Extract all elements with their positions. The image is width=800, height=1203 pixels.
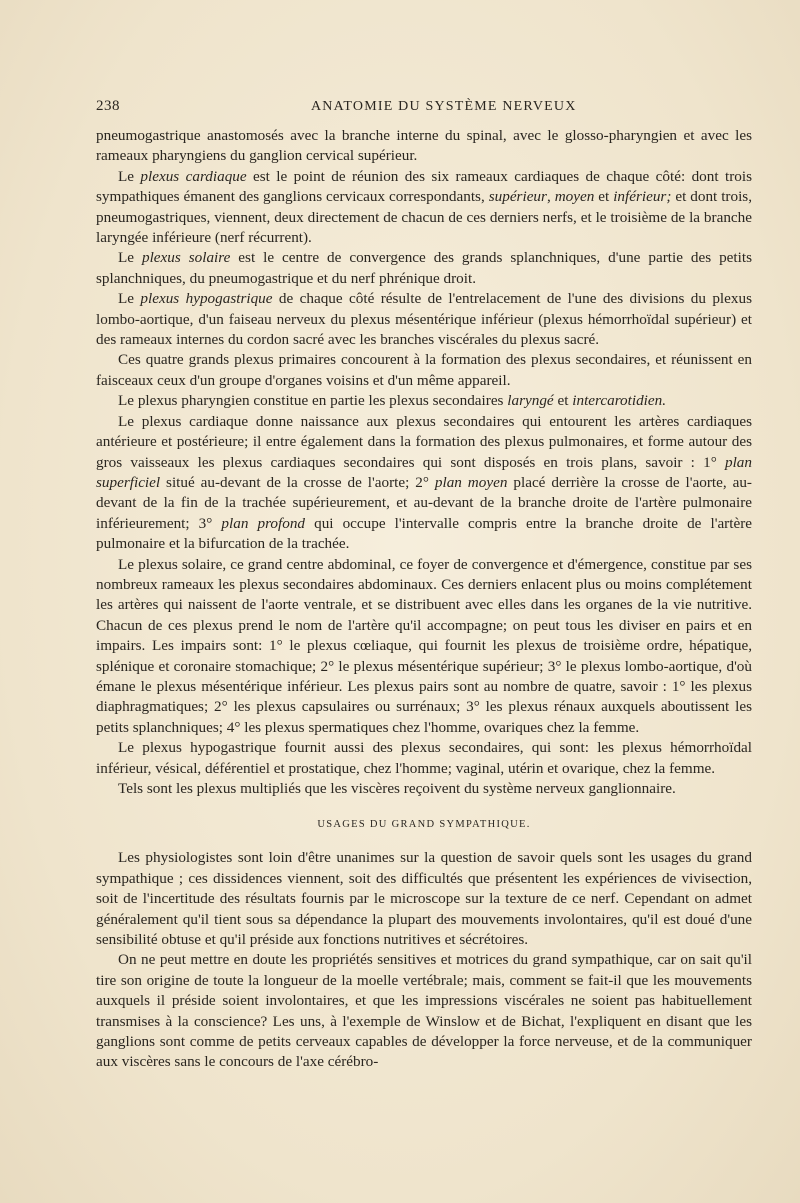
italic-term: plan moyen xyxy=(434,473,508,491)
text-run: Les physiologistes sont loin d'être unanimes sur la question de savoir quels sont les usages du grand sympathique ; ces dissidences viennent, soit des difficultés que présentent les expériences de vivisection, soit de l'incertitude des résultats fournis par le microscope sur la texture de ce nerf. Cependant on admet généralement qu'il tient sous sa dépendance la plupart des mouvements involontaires, qu'il est doué d'une sensibilité obtuse et qu'il préside aux fonctions nutritives et sécrétoires. xyxy=(96,849,752,949)
text-run: et xyxy=(594,188,614,206)
italic-term: plexus cardiaque xyxy=(140,167,247,185)
paragraph xyxy=(96,555,752,739)
text-run: Ces quatre grands plexus primaires concourent à la formation des plexus secondaires, et réunissent en faisceaux ceux d'un groupe d'organes voisins et d'un même appareil. xyxy=(96,351,752,389)
paragraph xyxy=(96,848,752,950)
running-head xyxy=(96,98,752,122)
paragraph xyxy=(96,126,752,167)
text-run: est le centre de convergence des grands splanchniques, d'une partie des petits splanchniques, du pneumogastrique et du nerf phrénique droit. xyxy=(96,249,752,287)
paragraph xyxy=(96,350,752,391)
text-run: pneumogastrique anastomosés avec la branche interne du spinal, avec le glosso-pharyngien et avec les rameaux pharyngiens du ganglion cervical supérieur. xyxy=(96,127,752,165)
italic-term: moyen xyxy=(554,188,595,206)
paragraph xyxy=(96,950,752,1072)
text-run: Le xyxy=(118,249,142,267)
text-run: Le xyxy=(118,167,141,185)
paragraph xyxy=(96,391,752,411)
text-run: est le point de réunion des six rameaux cardiaques de chaque côté: dont trois sympathiques émanent des ganglions cervicaux correspondants, xyxy=(96,167,752,206)
paragraph xyxy=(96,779,752,799)
text-run: Le plexus hypogastrique fournit aussi des plexus secondaires, qui sont: les plexus hémorrhoïdal inférieur, vésical, déférentiel et prostatique, chez l'homme; vaginal, utérin et ovarique, chez la femme. xyxy=(96,739,752,777)
page-number: 238 xyxy=(96,98,120,114)
italic-term: plan profond xyxy=(221,514,306,532)
text-run: Le plexus pharyngien constitue en partie les plexus secondaires xyxy=(118,392,508,410)
paragraph xyxy=(96,289,752,350)
italic-term: inférieur; xyxy=(613,188,672,206)
paragraph xyxy=(96,738,752,779)
text-run: qui occupe l'intervalle compris entre la branche droite de l'artère pulmonaire et la bifurcation de la trachée. xyxy=(96,514,752,553)
paragraph xyxy=(96,167,752,249)
italic-term: laryngé xyxy=(507,392,554,410)
text-run: Le xyxy=(118,290,141,308)
text-run: On ne peut mettre en doute les propriétés sensitives et motrices du grand sympathique, car on sait qu'il tire son origine de toute la longueur de la moelle vertébrale; mais, comment se fait-il que les mouvements auxquels il préside soient involontaires, et que les impressions viscérales ne soient pas habituellement transmises à la conscience? Les uns, à l'exemple de Winslow et de Bichat, l'expliquent en disant que les ganglions sont comme de petits cerveaux capables de développer la force nerveuse, et de la communiquer aux viscères sans le concours de l'axe cérébro- xyxy=(96,951,752,1071)
text-run: Le plexus solaire, ce grand centre abdominal, ce foyer de convergence et d'émergence, constitue par ses nombreux rameaux les plexus secondaires abdominaux. Ces derniers enlacent plus ou moins complétement les artères qui naissent de l'aorte ventrale, et se distribuent avec elles dans les organes de la vie nutritive. Chacun de ces plexus prend le nom de l'artère qu'il accompagne; on peut tous les diviser en pairs et en impairs. Les impairs sont: 1° le plexus cœliaque, qui fournit les plexus de troisième ordre, hépatique, splénique et coronaire stomachique; 2° le plexus mésentérique supérieur; 3° le plexus lombo-aortique, d'où émane le plexus mésentérique inférieur. Les plexus pairs sont au nombre de quatre, savoir : 1° les plexus diaphragmatiques; 2° les plexus capsulaires ou surrénaux; 3° les plexus rénaux auxquels aboutissent les petits splanchniques; 4° les plexus spermatiques chez l'homme, ovariques chez la femme. xyxy=(96,555,752,736)
italic-term: supérieur xyxy=(488,188,547,206)
italic-term: plexus solaire xyxy=(141,249,231,267)
italic-term: intercarotidien. xyxy=(572,392,667,410)
text-run: placé derrière la crosse de l'aorte, au-devant de la fin de la trachée supérieurement, et au-devant de la branche droite de l'artère pulmonaire inférieurement; 3° xyxy=(96,473,752,532)
text-run: Le plexus cardiaque donne naissance aux plexus secondaires qui entourent les artères cardiaques antérieure et postérieure; il entre également dans la formation des plexus pulmonaires, et forme autour des gros vaisseaux les plexus cardiaques secondaires qui sont disposés en trois plans, savoir : 1° xyxy=(96,412,752,471)
text-run: situé au-devant de la crosse de l'aorte; 2° xyxy=(160,473,435,491)
text-run: , xyxy=(546,188,555,206)
paragraph xyxy=(96,412,752,555)
italic-term: plexus hypogastrique xyxy=(140,290,273,308)
body-text-top xyxy=(96,126,752,799)
text-run: et xyxy=(553,392,573,410)
section-heading: USAGES DU GRAND SYMPATHIQUE. xyxy=(317,819,531,831)
body-text-bottom xyxy=(96,848,752,1072)
text-run: et dont trois, pneumogastriques, viennent, deux directement de chacun de ces derniers nerfs, et le troisième de la branche laryngée inférieure (nerf récurrent). xyxy=(96,188,753,247)
italic-term: plan superficiel xyxy=(96,453,752,491)
text-run: Tels sont les plexus multipliés que les viscères reçoivent du système nerveux ganglionnaire. xyxy=(118,780,676,797)
paragraph xyxy=(96,248,752,289)
text-run: de chaque côté résulte de l'entrelacement de l'une des divisions du plexus lombo-aortique, d'un faiseau nerveux du plexus mésentérique inférieur (plexus hémorrhoïdal supérieur) et des rameaux internes du cordon sacré avec les branches viscérales du plexus sacré. xyxy=(96,290,752,349)
running-title: ANATOMIE DU SYSTÈME NERVEUX xyxy=(311,99,577,114)
